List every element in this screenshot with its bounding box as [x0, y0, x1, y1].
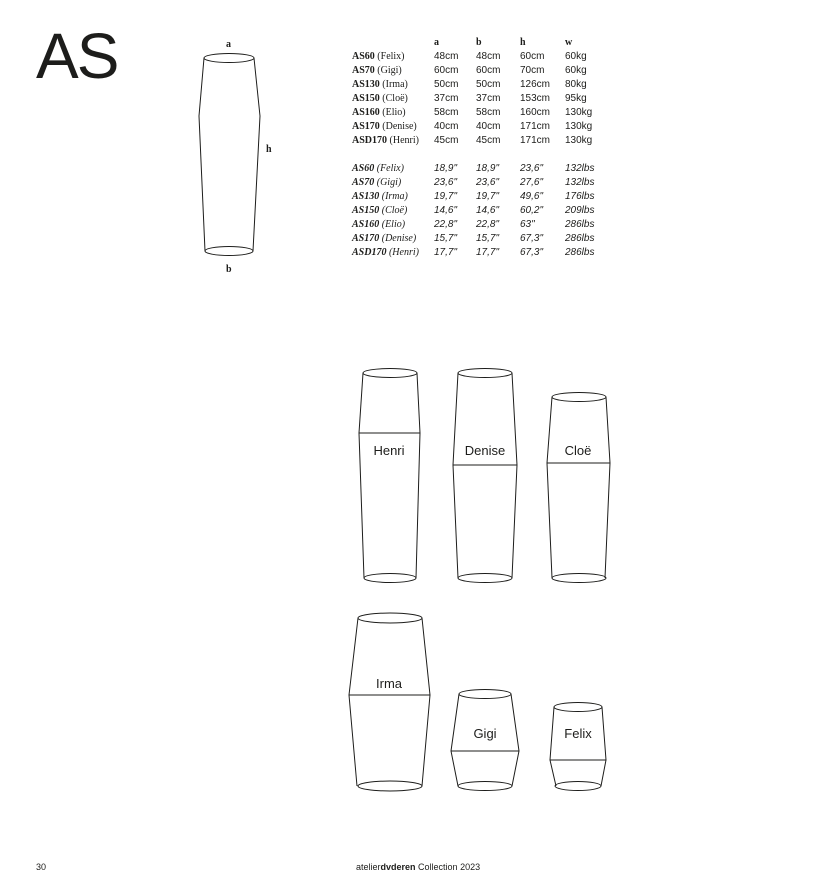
model-name: (Gigi) — [377, 65, 402, 76]
model-code: AS60 — [352, 51, 375, 62]
value-w: 95kg — [565, 93, 587, 104]
model-code: AS60 — [352, 163, 375, 174]
value-a: 18,9" — [434, 163, 458, 174]
value-b: 14,6" — [476, 205, 500, 216]
value-b: 37cm — [476, 93, 501, 104]
value-a: 58cm — [434, 107, 459, 118]
value-h: 60cm — [520, 51, 545, 62]
vase-label-gigi: Gigi — [473, 726, 497, 741]
footer-brand — [356, 862, 480, 872]
value-b: 23,6" — [476, 177, 500, 188]
model-name: (Irma) — [382, 79, 408, 90]
value-w: 60kg — [565, 65, 587, 76]
vase-label-felix: Felix — [564, 726, 592, 741]
value-a: 23,6" — [434, 177, 458, 188]
value-a: 37cm — [434, 93, 459, 104]
value-h: 171cm — [520, 121, 551, 132]
value-b: 48cm — [476, 51, 501, 62]
model-code: AS70 — [352, 65, 375, 76]
header-a: a — [434, 37, 439, 48]
value-h: 153cm — [520, 93, 551, 104]
value-w: 176lbs — [565, 191, 595, 202]
model-code: AS70 — [352, 177, 375, 188]
model-name: (Elio) — [381, 219, 406, 230]
vase-label-henri: Henri — [373, 443, 405, 458]
dim-label-b: b — [226, 264, 232, 275]
model-cell — [352, 176, 401, 190]
model-name: (Henri) — [388, 247, 419, 258]
model-cell — [352, 50, 405, 64]
value-a: 60cm — [434, 65, 459, 76]
dim-label-h: h — [266, 144, 272, 155]
value-a: 48cm — [434, 51, 459, 62]
value-h: 67,3" — [520, 247, 544, 258]
model-name: (Felix) — [377, 51, 405, 62]
model-name: (Elio) — [382, 107, 406, 118]
vase-henri-outline — [359, 369, 420, 583]
value-w: 286lbs — [565, 219, 595, 230]
value-b: 60cm — [476, 65, 501, 76]
dimension-vase-outline — [199, 54, 260, 256]
value-w: 132lbs — [565, 177, 595, 188]
value-h: 160cm — [520, 107, 551, 118]
value-h: 70cm — [520, 65, 545, 76]
model-name: (Cloë) — [382, 93, 408, 104]
model-cell — [352, 204, 407, 218]
model-cell — [352, 232, 416, 246]
value-a: 14,6" — [434, 205, 458, 216]
model-name: (Irma) — [381, 191, 408, 202]
value-w: 286lbs — [565, 233, 595, 244]
value-w: 80kg — [565, 79, 587, 90]
value-b: 17,7" — [476, 247, 500, 258]
value-b: 40cm — [476, 121, 501, 132]
model-name: (Gigi) — [376, 177, 402, 188]
model-cell — [352, 246, 419, 260]
value-a: 22,8" — [434, 219, 458, 230]
value-h: 49,6" — [520, 191, 544, 202]
vase-irma-outline — [349, 613, 430, 791]
value-b: 45cm — [476, 135, 501, 146]
model-name: (Denise) — [381, 233, 417, 244]
value-b: 22,8" — [476, 219, 500, 230]
value-b: 50cm — [476, 79, 501, 90]
value-w: 130kg — [565, 121, 593, 132]
footer-brand-regular: atelier — [356, 862, 381, 872]
value-w: 209lbs — [565, 205, 595, 216]
value-a: 19,7" — [434, 191, 458, 202]
value-b: 19,7" — [476, 191, 500, 202]
model-cell — [352, 162, 404, 176]
footer-brand-bold: dvderen — [380, 862, 416, 872]
dim-label-a: a — [226, 39, 231, 50]
model-code: AS160 — [352, 219, 380, 230]
header-h: h — [520, 37, 526, 48]
page-title: AS — [36, 20, 118, 92]
value-h: 67,3" — [520, 233, 544, 244]
model-code: ASD170 — [352, 247, 387, 258]
value-b: 58cm — [476, 107, 501, 118]
value-w: 60kg — [565, 51, 587, 62]
value-h: 27,6" — [520, 177, 544, 188]
value-a: 17,7" — [434, 247, 458, 258]
footer-collection: Collection 2023 — [418, 862, 481, 872]
vase-label-cloe: Cloë — [564, 443, 592, 458]
model-code: AS160 — [352, 107, 380, 118]
model-code: AS170 — [352, 233, 380, 244]
value-a: 45cm — [434, 135, 459, 146]
model-name: (Cloë) — [381, 205, 408, 216]
model-name: (Henri) — [389, 135, 419, 146]
model-name: (Denise) — [382, 121, 417, 132]
value-a: 50cm — [434, 79, 459, 90]
value-h: 126cm — [520, 79, 551, 90]
value-a: 40cm — [434, 121, 459, 132]
model-code: AS130 — [352, 79, 380, 90]
model-cell — [352, 120, 417, 134]
model-name: (Felix) — [376, 163, 404, 174]
vase-felix-outline — [550, 703, 606, 791]
value-h: 23,6" — [520, 163, 544, 174]
value-h: 60,2" — [520, 205, 544, 216]
page-number: 30 — [36, 862, 47, 872]
model-code: AS130 — [352, 191, 380, 202]
vase-label-denise: Denise — [464, 443, 506, 458]
model-cell — [352, 64, 402, 78]
header-w: w — [565, 37, 573, 48]
value-h: 171cm — [520, 135, 551, 146]
vase-label-irma: Irma — [376, 676, 402, 691]
model-cell — [352, 218, 405, 232]
value-b: 15,7" — [476, 233, 500, 244]
value-w: 130kg — [565, 135, 593, 146]
value-b: 18,9" — [476, 163, 500, 174]
header-b: b — [476, 37, 482, 48]
model-cell — [352, 78, 408, 92]
value-w: 286lbs — [565, 247, 595, 258]
model-cell — [352, 92, 408, 106]
value-w: 132lbs — [565, 163, 595, 174]
value-h: 63" — [520, 219, 535, 230]
vase-denise-outline — [453, 369, 517, 583]
model-code: AS150 — [352, 205, 380, 216]
vase-cloe-outline — [547, 393, 610, 583]
model-code: ASD170 — [352, 135, 388, 146]
model-code: AS170 — [352, 121, 380, 132]
model-cell — [352, 134, 419, 148]
value-a: 15,7" — [434, 233, 458, 244]
model-cell — [352, 106, 406, 120]
model-cell — [352, 190, 408, 204]
model-code: AS150 — [352, 93, 380, 104]
value-w: 130kg — [565, 107, 593, 118]
